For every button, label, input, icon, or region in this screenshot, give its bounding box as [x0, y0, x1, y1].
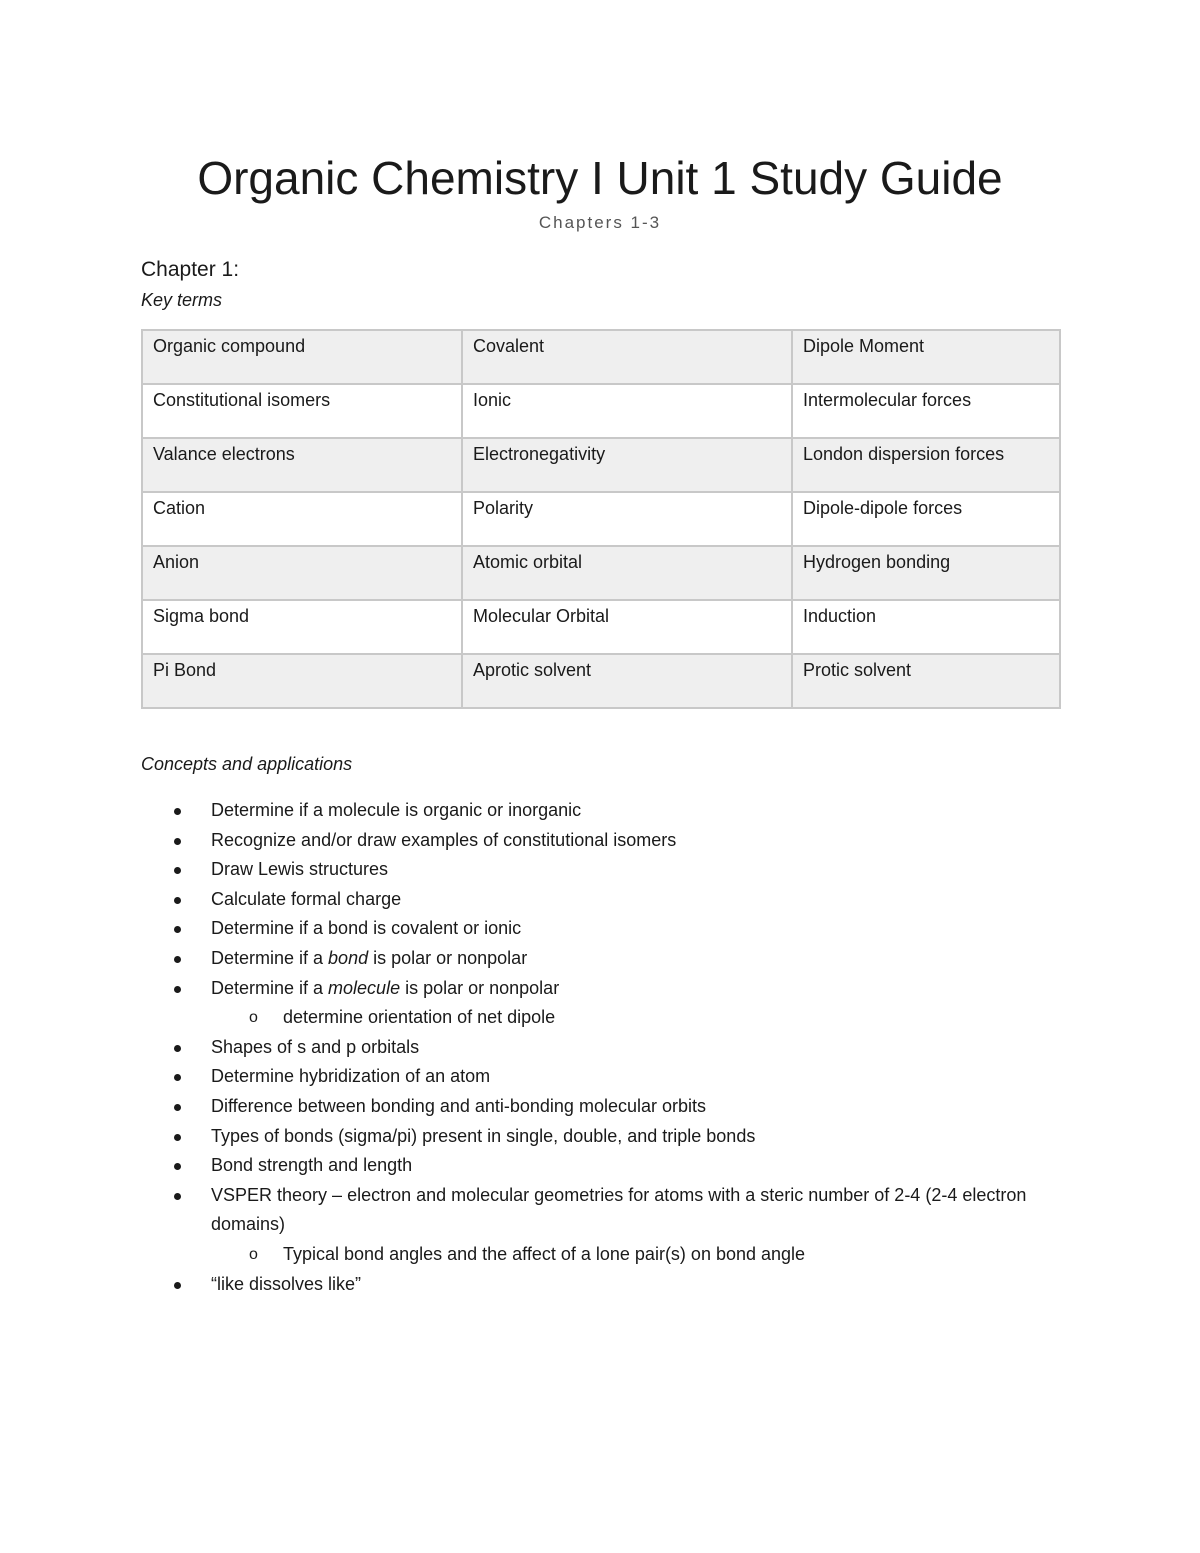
list-item-text: [211, 948, 527, 968]
table-row: [142, 330, 1060, 384]
bullet-icon: [174, 1193, 181, 1200]
list-item-text: Shapes of s and p orbitals: [211, 1036, 420, 1057]
list-item-text: VSPER theory – electron and molecular geometries for atoms with a steric number of 2-4 (2-4 electron domains): [211, 1184, 1027, 1235]
bullet-icon: [174, 1074, 181, 1081]
bullet-icon: [174, 926, 181, 933]
list-item: [141, 914, 1061, 944]
table-row: [142, 600, 1060, 654]
table-cell: Constitutional isomers: [142, 384, 462, 438]
list-item-text-pre: Determine if a: [211, 977, 329, 998]
table-cell: Dipole-dipole forces: [792, 492, 1060, 546]
bullet-icon: [174, 1282, 181, 1289]
list-item: [141, 974, 1061, 1033]
table-cell: Covalent: [462, 330, 792, 384]
bullet-icon: [174, 956, 181, 963]
key-terms-table-body: [142, 330, 1060, 708]
chapter-heading: Chapter 1:: [141, 258, 240, 281]
list-item-text: [211, 978, 559, 998]
list-item: [141, 826, 1061, 856]
bullet-icon: [174, 897, 181, 904]
concepts-list: [141, 796, 1061, 1299]
key-terms-label: Key terms: [141, 290, 223, 310]
list-item: [141, 855, 1061, 885]
list-item-text: Draw Lewis structures: [211, 859, 389, 880]
list-item: [141, 1092, 1061, 1122]
bullet-icon: [174, 867, 181, 874]
list-item: [141, 1181, 1061, 1270]
bullet-icon: [174, 1045, 181, 1052]
sub-list: [211, 1003, 1061, 1033]
bullet-icon: [174, 1163, 181, 1170]
bullet-icon: [174, 1104, 181, 1111]
table-cell: Sigma bond: [142, 600, 462, 654]
bullet-icon: [174, 1134, 181, 1141]
table-cell: Molecular Orbital: [462, 600, 792, 654]
key-terms-table: [141, 329, 1061, 709]
table-cell: Electronegativity: [462, 438, 792, 492]
list-item-text: “like dissolves like”: [211, 1273, 362, 1294]
table-row: [142, 438, 1060, 492]
table-cell: Hydrogen bonding: [792, 546, 1060, 600]
list-item: [141, 796, 1061, 826]
table-cell: Valance electrons: [142, 438, 462, 492]
list-item-text: Recognize and/or draw examples of constitutional isomers: [211, 829, 677, 850]
list-item-text-post: is polar or nonpolar: [368, 947, 528, 968]
bullet-icon: [174, 986, 181, 993]
list-item-text: Types of bonds (sigma/pi) present in single, double, and triple bonds: [211, 1125, 756, 1146]
table-cell: London dispersion forces: [792, 438, 1060, 492]
list-item-text: Determine if a molecule is organic or inorganic: [211, 800, 582, 820]
list-item-text: Bond strength and length: [211, 1155, 413, 1176]
list-item: [141, 885, 1061, 915]
hollow-bullet-icon: o: [249, 1009, 258, 1027]
list-item-emphasis: molecule: [328, 977, 401, 998]
list-item: [141, 944, 1061, 974]
table-cell: Anion: [142, 546, 462, 600]
list-item-text: Determine if a bond is covalent or ionic: [211, 918, 522, 939]
list-item-text: Determine hybridization of an atom: [211, 1066, 491, 1087]
table-cell: Atomic orbital: [462, 546, 792, 600]
table-cell: Pi Bond: [142, 654, 462, 708]
list-item-text-post: is polar or nonpolar: [400, 977, 560, 998]
list-item: [141, 1151, 1061, 1181]
table-cell: Dipole Moment: [792, 330, 1060, 384]
list-item: [141, 1033, 1061, 1063]
bullet-icon: [174, 838, 181, 845]
list-item: [141, 1270, 1061, 1300]
sub-list-item: [211, 1003, 1061, 1033]
table-row: [142, 654, 1060, 708]
list-item-text-pre: Determine if a: [211, 947, 329, 968]
table-cell: Ionic: [462, 384, 792, 438]
table-cell: Intermolecular forces: [792, 384, 1060, 438]
concepts-label: Concepts and applications: [141, 754, 353, 774]
list-item: [141, 1122, 1061, 1152]
sub-list: [211, 1240, 1061, 1270]
table-cell: Aprotic solvent: [462, 654, 792, 708]
hollow-bullet-icon: o: [249, 1245, 258, 1263]
list-item-text: Calculate formal charge: [211, 888, 402, 909]
bullet-icon: [174, 808, 181, 815]
page-title: Organic Chemistry I Unit 1 Study Guide: [197, 152, 1003, 204]
list-item-emphasis: bond: [328, 947, 369, 968]
table-cell: Protic solvent: [792, 654, 1060, 708]
sub-list-item-text: Typical bond angles and the affect of a lone pair(s) on bond angle: [283, 1243, 806, 1264]
sub-list-item: [211, 1240, 1061, 1270]
table-row: [142, 546, 1060, 600]
table-row: [142, 492, 1060, 546]
list-item-text: Difference between bonding and anti-bonding molecular orbits: [211, 1095, 706, 1116]
table-row: [142, 384, 1060, 438]
table-cell: Induction: [792, 600, 1060, 654]
table-cell: Organic compound: [142, 330, 462, 384]
table-cell: Polarity: [462, 492, 792, 546]
list-item: [141, 1062, 1061, 1092]
table-cell: Cation: [142, 492, 462, 546]
sub-list-item-text: determine orientation of net dipole: [283, 1007, 556, 1028]
page-subtitle: Chapters 1-3: [538, 213, 662, 232]
